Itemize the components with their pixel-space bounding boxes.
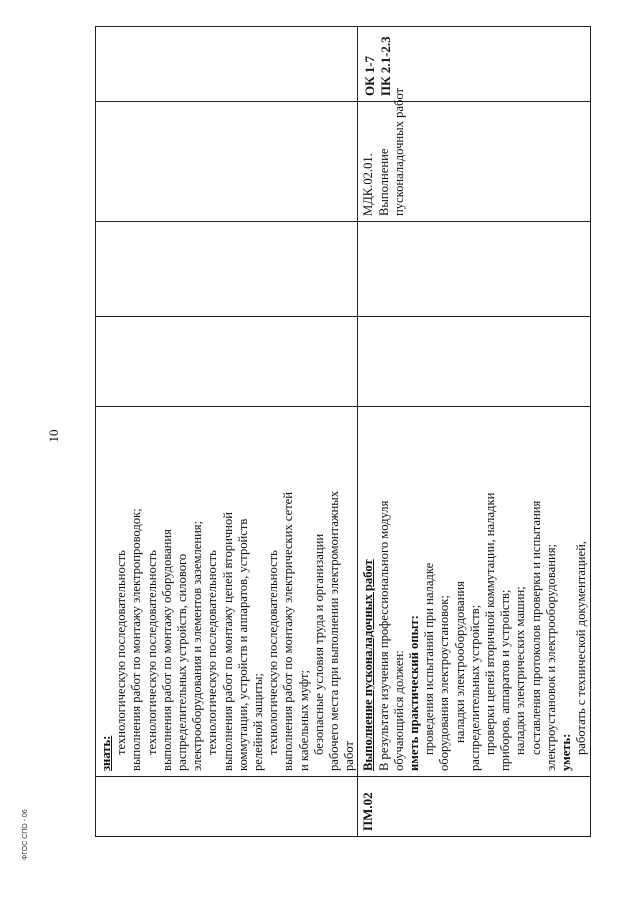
row1-content-cell [96,407,358,777]
text-line: и кабельных муфт; [296,669,311,771]
text-line: наладки электрических машин; [513,586,528,755]
text-line: безопасные условия труда и организации [311,533,326,755]
curriculum-table [95,26,591,837]
text-line: проверки цепей вторичной коммутации, наладки [483,492,498,755]
text-line: уметь: [559,733,574,771]
text-line: релейной защиты; [251,673,266,771]
text-line: распределительных устройств, силового [175,553,190,771]
text-line: знать: [99,735,113,771]
page-number: 10 [46,429,61,443]
table-row [358,27,590,837]
row1-code-cell [96,777,358,837]
text-line: электрооборудования и элементов заземления; [190,520,205,771]
competency-line: ПК 2.1-2.3 [377,36,393,96]
text-line: выполнения работ по монтажу электрических сетей [281,492,296,771]
text-line: составления протоколов проверки и испытания [528,500,543,755]
mdk-text [358,87,407,221]
text-line: В результате изучения профессионального модуля [376,500,391,771]
competency-codes [358,27,392,101]
row1-mdk-cell [96,102,358,222]
text-line: иметь практический опыт: [407,615,422,771]
row2-empty-cell [358,222,590,317]
text-line: технологическую последовательность [205,550,220,755]
text-line: выполнения работ по монтажу оборудования [159,529,174,771]
mdk-cell [358,87,590,222]
text-line: распределительных устройств; [467,604,482,771]
row2-content-cell [358,407,590,777]
text-line: наладки электрооборудования [452,581,467,743]
table-row [96,27,358,837]
text-line: технологическую последовательность [144,550,159,755]
competency-line: ОК 1-7 [362,55,378,96]
text-line: Выполнение пусконаладочных работ [361,559,376,771]
text-line: приборов, аппаратов и устройств; [498,589,513,771]
module-code-cell [358,777,590,837]
competency-cell [358,27,590,102]
mdk-line: пусконаладочных работ [391,87,406,216]
mdk-line: МДК.02.01. [361,153,376,216]
footer-standard-code: ФГОС СПО - 06 [22,809,29,860]
text-line: технологическую последовательность [266,550,281,755]
module-code: ПМ.02 [360,792,376,831]
text-line: работ [342,741,357,771]
mdk-line: Выполнение [376,148,391,216]
row1-competency-cell [96,27,358,102]
text-line: оборудования электроустановок; [437,595,452,771]
text-line: обучающийся должен: [391,650,406,771]
text-line: рабочего места при выполнении электромонтажных [327,491,342,771]
rotated-page [95,27,589,837]
row2-text [358,407,589,776]
text-line: проведения испытаний при наладке [422,562,437,755]
text-line: выполнения работ по монтажу цепей вторичной [220,512,235,771]
row1-empty-cell [96,222,358,317]
text-line: выполнения работ по монтажу электропроводок; [129,508,144,771]
text-line: технологическую последовательность [114,550,129,755]
row1-text [96,407,357,776]
row1-empty-cell [96,317,358,407]
text-line: работать с технической документацией, [574,541,589,755]
text-line: электроустановок и электрооборудования; [543,544,558,771]
text-line: коммутации, устройств и аппаратов, устройств [235,518,250,771]
row2-empty-cell [358,317,590,407]
